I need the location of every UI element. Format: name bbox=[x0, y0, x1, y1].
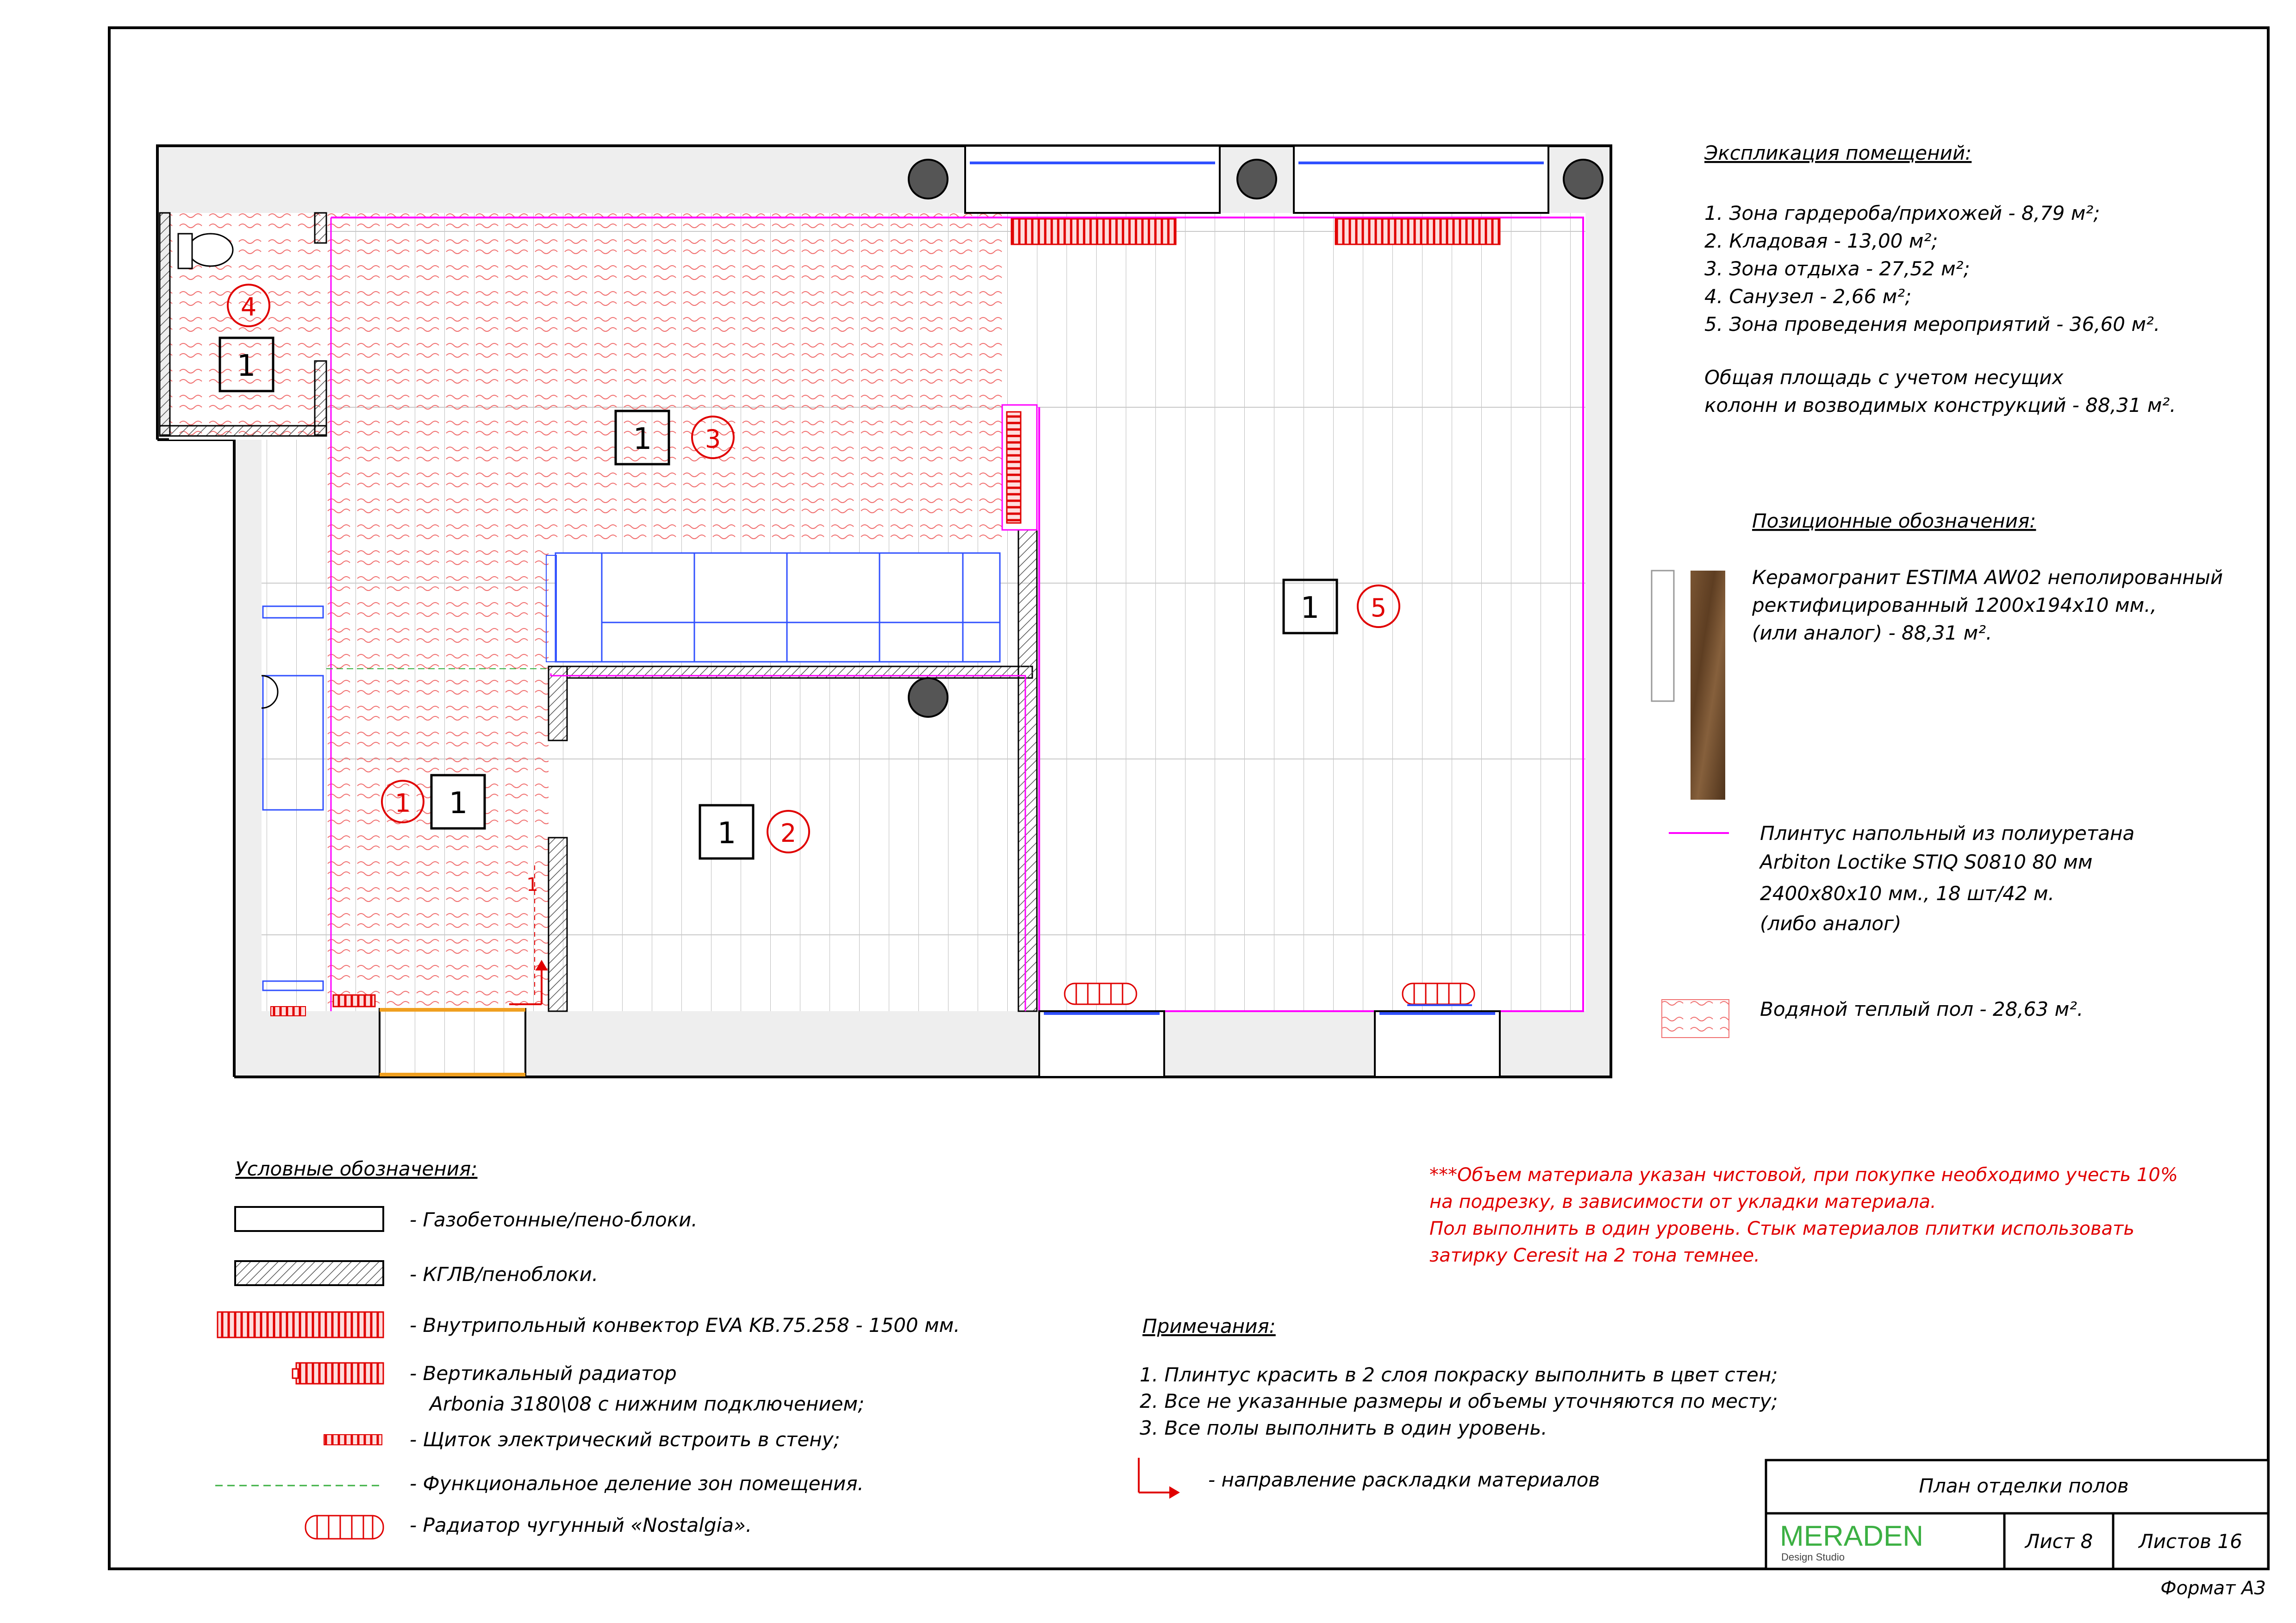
vertical-radiator-symbol bbox=[293, 1363, 383, 1384]
note-3: 3. Все полы выполнить в один уровень. bbox=[1140, 1417, 1547, 1439]
room-area-4: 4. Санузел - 2,66 м²; bbox=[1704, 285, 1912, 308]
total-area-line-1: Общая площадь с учетом несущих bbox=[1704, 366, 2064, 389]
room-number-1: 1 bbox=[394, 789, 411, 818]
legend-item-zone-division: - Функциональное деление зон помещения. bbox=[410, 1472, 864, 1495]
legend-title: Условные обозначения: bbox=[235, 1157, 478, 1180]
plinth-desc-line-3: 2400x80x10 мм., 18 шт/42 м. bbox=[1760, 882, 2054, 905]
plinth-desc-line-4: (либо аналог) bbox=[1760, 912, 1902, 935]
paper-format: Формат А3 bbox=[2160, 1578, 2266, 1599]
tile-tag-label: 1 bbox=[449, 786, 468, 821]
positional-designations bbox=[1652, 510, 2223, 1038]
heated-floor-desc: Водяной теплый пол - 28,63 м². bbox=[1760, 998, 2084, 1020]
legend-item-cast-iron-radiator: - Радиатор чугунный «Nostalgia». bbox=[410, 1514, 752, 1536]
legend-item-vertical-radiator: - Вертикальный радиатор bbox=[410, 1362, 677, 1385]
room-number-3: 3 bbox=[705, 424, 721, 454]
direction-note: - направление раскладки материалов bbox=[1208, 1468, 1600, 1491]
material-warning bbox=[1429, 1164, 2178, 1266]
column bbox=[909, 160, 948, 199]
room-area-2: 2. Кладовая - 13,00 м²; bbox=[1704, 230, 1938, 252]
explication bbox=[1704, 142, 2176, 417]
electric-panel-symbol bbox=[324, 1435, 382, 1445]
warning-line-1: ***Объем материала указан чистовой, при покупке необходимо учесть 10% bbox=[1429, 1164, 2178, 1186]
legend-item-electric-panel: - Щиток электрический встроить в стену; bbox=[410, 1428, 840, 1451]
column bbox=[1237, 160, 1276, 199]
tile-desc-line-2: ректифицированный 1200x194x10 мм., bbox=[1752, 594, 2157, 616]
vertical-radiator-plan bbox=[1007, 412, 1021, 523]
drawing-title: План отделки полов bbox=[1919, 1474, 2129, 1497]
warning-line-3: Пол выполнить в один уровень. Стык материалов плитки использовать bbox=[1429, 1218, 2134, 1239]
tile-tag-label: 1 bbox=[237, 349, 256, 383]
notes bbox=[1139, 1315, 1778, 1497]
column bbox=[909, 678, 948, 717]
gypsum-board-symbol bbox=[235, 1261, 383, 1285]
explication-title: Экспликация помещений: bbox=[1704, 142, 1972, 164]
legend-item-gypsum: - КГЛВ/пеноблоки. bbox=[410, 1263, 599, 1286]
heated-floor-zone-3 bbox=[326, 213, 1002, 541]
warning-line-2: на подрезку, в зависимости от укладки материала. bbox=[1429, 1191, 1936, 1213]
tile-sample-outline bbox=[1652, 571, 1674, 701]
window bbox=[965, 146, 1220, 213]
floor-convector bbox=[1335, 219, 1500, 244]
window bbox=[1375, 1011, 1500, 1077]
sheet-number: Лист 8 bbox=[2025, 1530, 2093, 1553]
tile-desc-line-1: Керамогранит ESTIMA AW02 неполированный bbox=[1752, 566, 2223, 589]
cast-iron-radiator-symbol bbox=[306, 1516, 383, 1539]
window bbox=[1294, 146, 1548, 213]
room-area-5: 5. Зона проведения мероприятий - 36,60 м². bbox=[1704, 313, 2160, 336]
window bbox=[1039, 1011, 1164, 1077]
company-subtitle: Design Studio bbox=[1781, 1551, 1845, 1563]
notes-title: Примечания: bbox=[1142, 1315, 1276, 1337]
room-number-2: 2 bbox=[780, 819, 797, 848]
title-block bbox=[1766, 1460, 2268, 1599]
note-2: 2. Все не указанные размеры и объемы уточняются по месту; bbox=[1140, 1390, 1778, 1412]
plinth-desc-line-2: Arbiton Loctike STIQ S0810 80 мм bbox=[1760, 851, 2093, 873]
room-area-1: 1. Зона гардероба/прихожей - 8,79 м²; bbox=[1704, 202, 2100, 224]
tile-tag-label: 1 bbox=[1300, 591, 1320, 625]
plinth-desc-line-1: Плинтус напольный из полиуретана bbox=[1760, 822, 2135, 845]
floor-convector-symbol bbox=[218, 1312, 383, 1337]
room-number-4: 4 bbox=[240, 292, 257, 322]
sheet-count: Листов 16 bbox=[2139, 1530, 2242, 1553]
direction-arrow-symbol bbox=[1139, 1458, 1178, 1497]
total-area-line-2: колонн и возводимых конструкций - 88,31 м². bbox=[1704, 394, 2176, 417]
tile-tag-label: 1 bbox=[717, 816, 736, 851]
tile-tag-label: 1 bbox=[633, 422, 652, 456]
heated-floor-swatch bbox=[1662, 1000, 1729, 1038]
legend-item-aerated-blocks: - Газобетонные/пено-блоки. bbox=[410, 1208, 698, 1231]
legend-item-convector: - Внутрипольный конвектор EVA KB.75.258 - 1500 мм. bbox=[410, 1314, 960, 1337]
positional-title: Позиционные обозначения: bbox=[1752, 510, 2036, 532]
legend bbox=[215, 1157, 960, 1539]
room-area-3: 3. Зона отдыха - 27,52 м²; bbox=[1704, 257, 1970, 280]
legend-item-vertical-radiator-model: Arbonia 3180\08 с нижним подключением; bbox=[430, 1393, 865, 1415]
warning-line-4: затирку Ceresit на 2 тона темнее. bbox=[1429, 1245, 1760, 1266]
wood-tile-swatch bbox=[1691, 571, 1725, 800]
aerated-block-symbol bbox=[235, 1207, 383, 1231]
tile-desc-line-3: (или аналог) - 88,31 м². bbox=[1752, 622, 1992, 644]
room-number-5: 5 bbox=[1370, 593, 1387, 622]
floor-plan bbox=[156, 146, 1611, 1079]
column bbox=[1564, 160, 1603, 199]
note-1: 1. Плинтус красить в 2 слоя покраску выполнить в цвет стен; bbox=[1140, 1363, 1778, 1386]
entrance-door bbox=[380, 1009, 525, 1077]
door-label: 1 bbox=[526, 874, 538, 895]
company-logo: MERADEN bbox=[1780, 1520, 1924, 1552]
floor-convector bbox=[1011, 219, 1176, 244]
